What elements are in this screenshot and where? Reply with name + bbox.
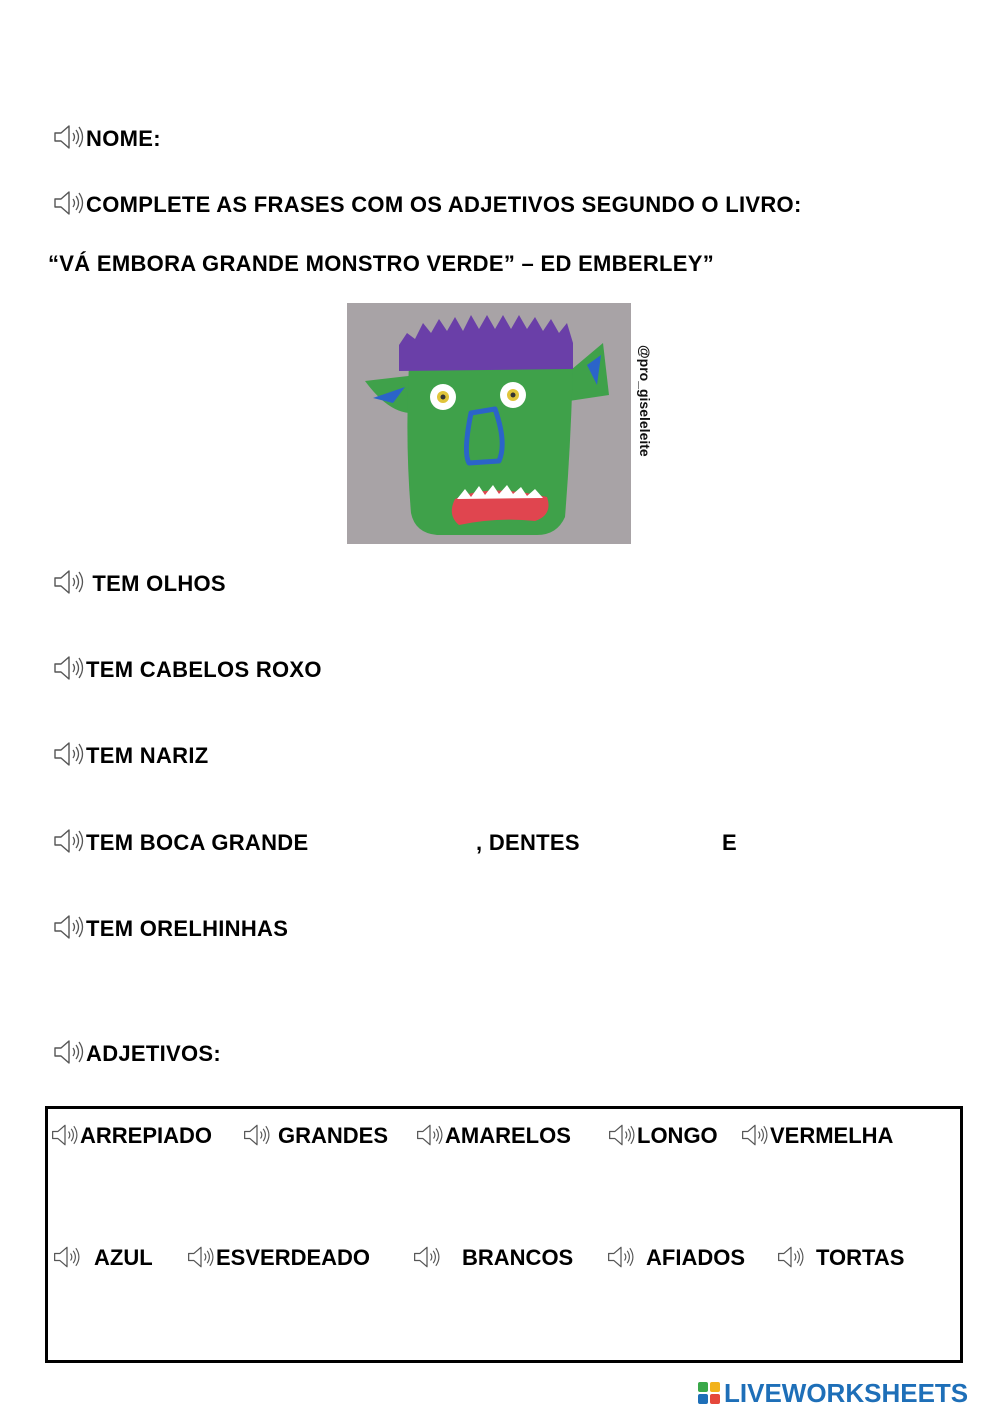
sentence-eyes [52,567,226,597]
liveworksheets-logo[interactable] [697,1378,968,1408]
word-grandes[interactable] [242,1121,388,1149]
monster-image [347,303,631,544]
speaker-icon[interactable] [776,1243,806,1271]
speaker-icon[interactable] [186,1243,216,1271]
word-label: AZUL [94,1245,153,1270]
sentence-ears [52,912,288,942]
word-label: AFIADOS [646,1245,745,1270]
instruction-line [52,188,802,218]
sentence-text: TEM BOCA GRANDE [86,830,309,855]
speaker-icon[interactable] [607,1121,637,1149]
word-label: LONGO [637,1123,718,1148]
speaker-icon[interactable] [52,188,86,218]
instruction-text: COMPLETE AS FRASES COM OS ADJETIVOS SEGUNDO O LIVRO: [86,192,802,217]
word-longo[interactable] [607,1121,718,1149]
logo-text: LIVEWORKSHEETS [724,1377,969,1408]
name-label: NOME: [86,126,161,151]
speaker-icon[interactable] [52,1243,82,1271]
speaker-icon[interactable] [606,1243,636,1271]
speaker-icon[interactable] [415,1121,445,1149]
liveworksheets-icon [697,1381,721,1405]
word-label: VERMELHA [770,1123,894,1148]
word-label: GRANDES [278,1123,389,1148]
speaker-icon[interactable] [52,653,86,683]
word-azul[interactable] [52,1243,153,1271]
speaker-icon[interactable] [740,1121,770,1149]
sentence-text: TEM CABELOS ROXO [86,657,322,682]
speaker-icon[interactable] [52,739,86,769]
sentence-nose [52,739,208,769]
word-vermelha[interactable] [740,1121,893,1149]
adjectives-heading [52,1037,221,1067]
word-label: BRANCOS [462,1245,574,1270]
sentence-text-part2: , DENTES [476,830,580,855]
book-title: “VÁ EMBORA GRANDE MONSTRO VERDE” – ED EMBERLEY” [48,251,715,276]
speaker-icon[interactable] [412,1243,442,1271]
word-tortas[interactable] [776,1243,904,1271]
speaker-icon[interactable] [50,1121,80,1149]
speaker-icon[interactable] [52,826,86,856]
word-amarelos[interactable] [415,1121,571,1149]
book-title-line [48,253,714,277]
speaker-icon[interactable] [52,122,86,152]
sentence-mouth-part3 [722,826,737,856]
speaker-icon[interactable] [52,1037,86,1067]
speaker-icon[interactable] [52,567,86,597]
sentence-text: TEM NARIZ [86,743,209,768]
sentence-text: TEM OLHOS [86,571,226,596]
image-credit: @pro_giseleleite [637,345,653,457]
name-line [52,122,161,152]
adjectives-label: ADJETIVOS: [86,1041,222,1066]
word-label: AMARELOS [445,1123,571,1148]
word-label: ARREPIADO [80,1123,213,1148]
word-label: TORTAS [816,1245,905,1270]
sentence-mouth [52,826,308,856]
word-arrepiado[interactable] [50,1121,212,1149]
sentence-text-part3: E [722,830,737,855]
speaker-icon[interactable] [52,912,86,942]
speaker-icon[interactable] [242,1121,272,1149]
word-afiados[interactable] [606,1243,745,1271]
word-esverdeado[interactable] [186,1243,370,1271]
word-label: ESVERDEADO [216,1245,371,1270]
sentence-text: TEM ORELHINHAS [86,916,289,941]
sentence-mouth-part2 [476,826,580,856]
sentence-hair [52,653,322,683]
word-brancos[interactable] [412,1243,573,1271]
